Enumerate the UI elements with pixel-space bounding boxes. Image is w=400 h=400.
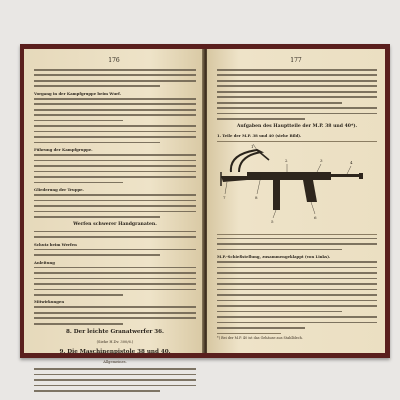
section-title-granatwerfer: 8. Der leichte Granatwerfer 36.: [66, 329, 164, 336]
figure-label-6: 6: [314, 214, 317, 220]
figure-label-7: 7: [223, 194, 226, 200]
right-page: [207, 49, 385, 353]
heading-gliederung: Gliederung der Truppe.: [34, 187, 84, 193]
figure-label-3: 3: [320, 157, 323, 163]
figure-caption-stellung: M.P.-Schießstellung, zusammengeklappt (von Links).: [217, 254, 331, 260]
page-number-left: 176: [108, 57, 120, 64]
submachine-gun-drawing: [217, 142, 377, 234]
figure-label-5: 5: [271, 218, 274, 224]
figure-label-2: 2: [285, 157, 288, 163]
section-subtitle-allgemeines: Allgemeines.: [103, 360, 127, 365]
heading-mitwirkungen: Mitwirkungen: [34, 299, 65, 305]
mp40-illustration: [217, 141, 377, 235]
section-title-maschinenpistole: 9. Die Maschinenpistole 38 und 40.: [59, 349, 171, 356]
left-page: [24, 49, 204, 365]
footnote-rule: [217, 333, 281, 334]
heading-schutz: Schutz beim Werfen: [34, 241, 77, 247]
heading-anleitung: Anleitung: [34, 259, 55, 265]
left-page-body: [34, 69, 196, 396]
heading-fuehrung: Führung der Kampfgruppe.: [34, 147, 93, 153]
heading-werfen: Werfen schwerer Handgranaten.: [73, 221, 157, 227]
figure-label-4: 4: [350, 159, 353, 165]
section-heading-hauptteile: Aufgaben des Hauptteile der M.P. 38 und 40*).: [236, 123, 358, 129]
right-page-body: [217, 69, 377, 341]
heading-kampfgruppe: Vorgang in der Kampfgruppe beim Wurf.: [34, 90, 121, 96]
footnote: *) Bei der M.P. 40 ist das Gehäuse aus Stahlblech.: [217, 336, 303, 341]
figure-label-1: 1: [251, 143, 254, 149]
figure-caption-teile: 1. Teile der M.P. 38 und 40 (siehe Bild).: [217, 132, 302, 138]
page-number-right: 177: [290, 57, 302, 64]
figure-label-8: 8: [255, 194, 258, 200]
section-ref-granatwerfer: (Siehe H.Dv. 300/6.): [96, 340, 134, 345]
